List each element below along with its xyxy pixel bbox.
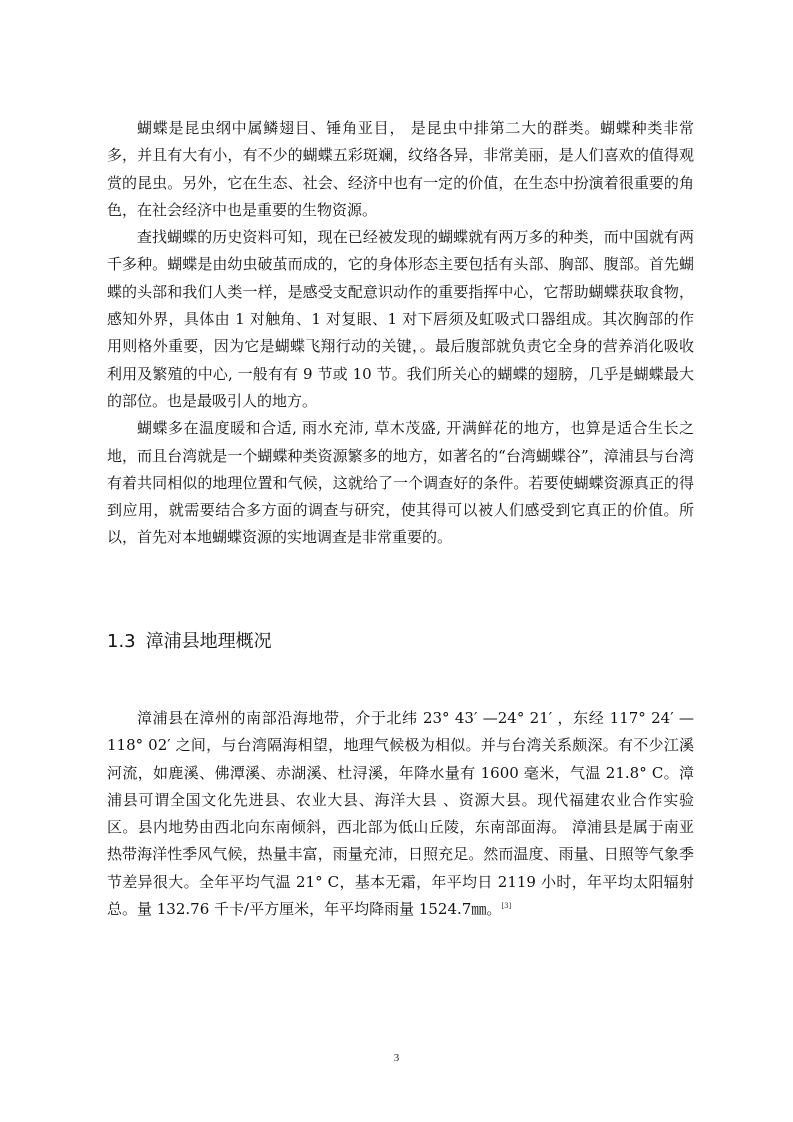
paragraph: 蝴蝶多在温度暖和合适, 雨水充沛, 草木茂盛, 开满鲜花的地方，也算是适合生长之地，而且台湾就是一个蝴蝶种类资源繁多的地方，如著名的“台湾蝴蝶谷”，漳浦县与台湾有着共同相似的地理位置和气候，这就给了一个调查好的条件。若要使蝴蝶资源真正的得到应用，就需要结合多方面的调查与研究，使其得可以被人们感受到它真正的价值。所以，首先对本地蝴蝶资源的实地调查是非常重要的。 [107, 419, 694, 547]
section-body [107, 115, 694, 552]
paragraph-text: 漳浦县在漳州的南部沿海地带，介于北纬 23° 43′ —24° 21′ ，东经 117° 24′ —118° 02′ 之间，与台湾隔海相望，地理气候极为相似。并与台湾关系颇深。有不少江溪河流，如鹿溪、佛潭溪、赤湖溪、杜浔溪，年降水量有 1600 毫米，气温 21.8° C。漳浦县可谓全国文化先进县、农业大县、海洋大县 、资源大县。现代福建农业合作实验区。县内地势由西北向东南倾斜，西北部为低山丘陵，东南部面海。 漳浦县是属于南亚热带海洋性季风气候，热量丰富，雨量充沛，日照充足。然而温度、雨量、日照等气象季节差异很大。全年平均气温 21° C，基本无霜，年平均日 2119 小时，年平均太阳辐射总。量 132.76 千卡/平方厘米，年平均降雨量 1524.7㎜。 [107, 709, 694, 919]
citation-marker[interactable]: [3] [501, 902, 512, 911]
section-title: 漳浦县地理概况 [145, 631, 272, 652]
section-body [107, 705, 694, 923]
section-number: 1.3 [107, 631, 136, 652]
paragraph: 查找蝴蝶的历史资料可知，现在已经被发现的蝴蝶就有两万多的种类，而中国就有两千多种。蝴蝶是由幼虫破茧而成的，它的身体形态主要包括有头部、胸部、腹部。首先蝴蝶的头部和我们人类一样，是感受支配意识动作的重要指挥中心，它帮助蝴蝶获取食物，感知外界，具体由 1 对触角、1 对复眼、1 对下唇须及虹吸式口器组成。其次胸部的作用则格外重要，因为它是蝴蝶飞翔行动的关键，。最后腹部就负责它全身的营养消化吸收利用及繁殖的中心, 一般有有 9 节或 10 节。我们所关心的蝴蝶的翅膀，几乎是蝴蝶最大的部位。也是最吸引人的地方。 [107, 228, 694, 410]
paragraph [107, 705, 694, 923]
paragraph: 蝴蝶是昆虫纲中属鳞翅目、锤角亚目， 是昆虫中排第二大的群类。蝴蝶种类非常多，并且有大有小，有不少的蝴蝶五彩斑斓，纹络各异，非常美丽，是人们喜欢的值得观赏的昆虫。另外，它在生态、社会、经济中也有一定的价值，在生态中扮演着很重要的角色，在社会经济中也是重要的生物资源。 [107, 119, 694, 219]
section-heading [107, 630, 272, 654]
page-number: 3 [393, 1052, 400, 1064]
